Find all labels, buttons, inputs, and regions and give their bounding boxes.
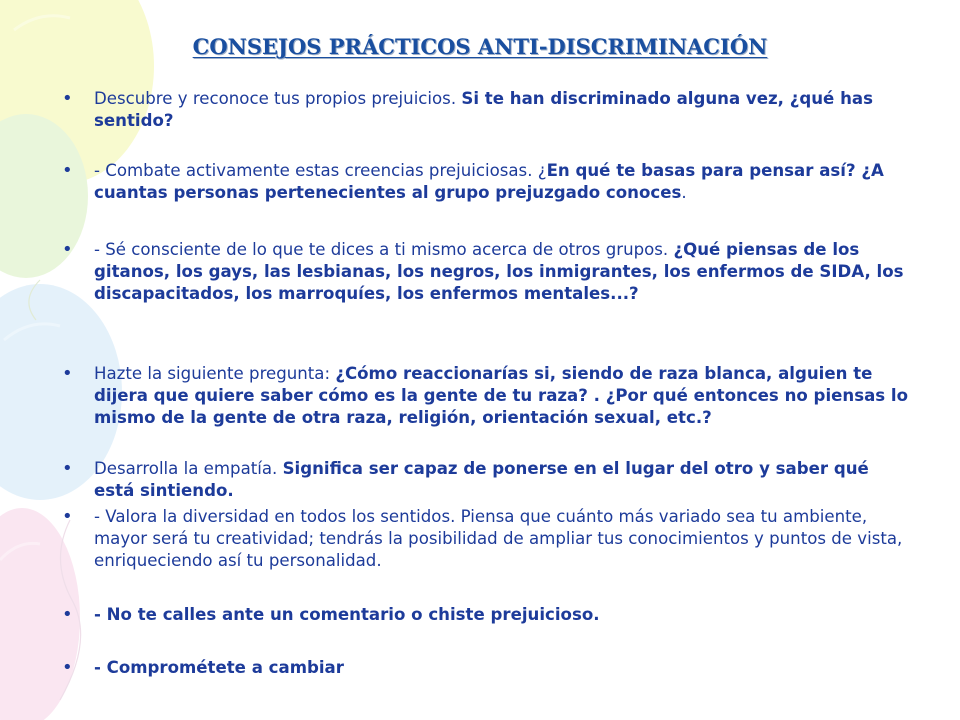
bullet-text: - Combate activamente estas creencias prejuiciosas. ¿En qué te basas para pensar así? ¿A cuantas personas pertenecientes al grupo prejuzgado conoces. [94,161,884,202]
slide-title: CONSEJOS PRÁCTICOS ANTI-DISCRIMINACIÓN [192,34,768,59]
bullet-dot-icon: • [62,506,73,527]
bullet-text: - Valora la diversidad en todos los sentidos. Piensa que cuánto más variado sea tu ambiente, mayor será tu creatividad; tendrás la posibilidad de ampliar tus conocimientos y puntos de vista, enriqueciendo así tu personalidad. [94,507,903,570]
bullet-text: - Sé consciente de lo que te dices a ti mismo acerca de otros grupos. ¿Qué piensas de los gitanos, los gays, las lesbianas, los negros, los inmigrantes, los enfermos de SIDA, los discapacitados, los marroquíes, los enfermos mentales...? [94,240,904,303]
bullet-dot-icon: • [62,604,73,625]
bullet-dot-icon: • [62,239,73,260]
bullet-item [62,363,912,429]
bullet-item [62,506,912,572]
bullet-item [62,160,912,204]
bullet-dot-icon: • [62,458,73,479]
bullet-dot-icon: • [62,363,73,384]
bullet-dot-icon: • [62,657,73,678]
bullet-text: Desarrolla la empatía. Significa ser capaz de ponerse en el lugar del otro y saber qué está sintiendo. [94,459,869,500]
bullet-item [62,88,912,132]
bullet-text: Hazte la siguiente pregunta: ¿Cómo reaccionarías si, siendo de raza blanca, alguien te dijera que quiere saber cómo es la gente de tu raza? . ¿Por qué entonces no piensas lo mismo de la gente de otra raza, religión, orientación sexual, etc.? [94,364,909,427]
bullet-item [62,604,912,626]
bullet-item [62,657,912,679]
bullet-text: - Comprométete a cambiar [94,658,344,677]
bullet-dot-icon: • [62,160,73,181]
bullet-item [62,239,912,305]
bullet-dot-icon: • [62,88,73,109]
bullet-text: - No te calles ante un comentario o chiste prejuicioso. [94,605,600,624]
bullet-text: Descubre y reconoce tus propios prejuicios. Si te han discriminado alguna vez, ¿qué has sentido? [94,89,873,130]
bullet-item [62,458,912,502]
